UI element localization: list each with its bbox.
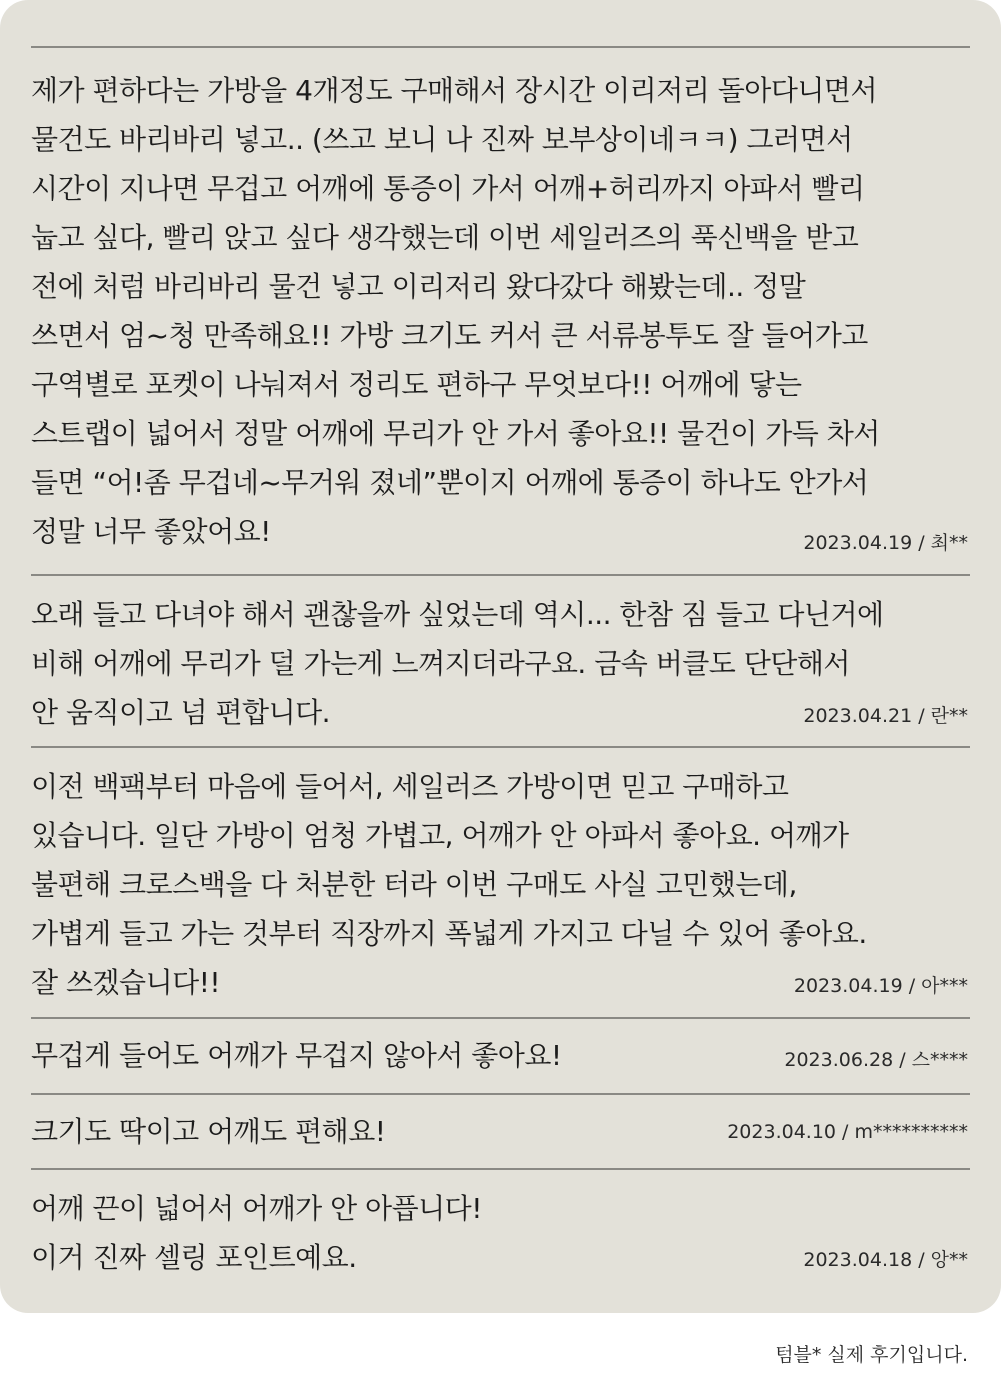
review-text: 크기도 딱이고 어깨도 편해요! <box>31 1115 386 1148</box>
review-text: 이전 백팩부터 마음에 들어서, 세일러즈 가방이면 믿고 구매하고 있습니다. 일단 가방이 엄청 가볍고, 어깨가 안 아파서 좋아요. 어깨가 불편해 크로스백을 다 처분한 터라 이번 구매도 사실 고민했는데, 가볍게 들고 가는 것부터 직장까지 폭넓게 가지고 다닐 수 있어 좋아요. 잘 쓰겠습니다!! <box>31 770 867 999</box>
footnote: 텀블* 실제 후기입니다. <box>775 1344 968 1366</box>
review-text: 무겁게 들어도 어깨가 무겁지 않아서 좋아요! <box>31 1039 562 1072</box>
review-item <box>31 1093 970 1168</box>
review-date-author: 2023.04.19 / 최** <box>803 532 968 554</box>
review-date-author: 2023.06.28 / 스**** <box>784 1049 968 1071</box>
review-date-author: 2023.04.10 / m********** <box>727 1121 968 1143</box>
review-text: 오래 들고 다녀야 해서 괜찮을까 싶었는데 역시... 한참 짐 들고 다닌거에 비해 어깨에 무리가 덜 가는게 느껴지더라구요. 금속 버클도 단단해서 안 움직이고 넘 편합니다. <box>31 598 884 729</box>
review-text: 제가 편하다는 가방을 4개정도 구매해서 장시간 이리저리 돌아다니면서 물건도 바리바리 넣고.. (쓰고 보니 나 진짜 보부상이네ㅋㅋ) 그러면서 시간이 지나면 무겁고 어깨에 통증이 가서 어깨+허리까지 아파서 빨리 눕고 싶다, 빨리 앉고 싶다 생각했는데 이번 세일러즈의 푹신백을 받고 전에 처럼 바리바리 물건 넣고 이리저리 왔다갔다 해봤는데.. 정말 쓰면서 엄~청 만족해요!! 가방 크기도 커서 큰 서류봉투도 잘 들어가고 구역별로 포켓이 나눠져서 정리도 편하구 무엇보다!! 어깨에 닿는 스트랩이 넓어서 정말 어깨에 무리가 안 가서 좋아요!! 물건이 가득 차서 들면 “어!좀 무겁네~무거워 졌네”뿐이지 어깨에 통증이 하나도 안가서 정말 너무 좋았어요! <box>31 74 880 548</box>
review-date-author: 2023.04.21 / 란** <box>803 705 968 727</box>
review-list <box>31 46 970 1284</box>
review-item <box>31 746 970 1017</box>
review-date-author: 2023.04.18 / 앙** <box>803 1249 968 1271</box>
review-item <box>31 46 970 574</box>
review-item <box>31 1017 970 1093</box>
review-date-author: 2023.04.19 / 아*** <box>793 975 968 997</box>
review-item <box>31 574 970 746</box>
review-item <box>31 1168 970 1284</box>
review-text: 어깨 끈이 넓어서 어깨가 안 아픕니다! 이거 진짜 셀링 포인트예요. <box>31 1192 482 1274</box>
